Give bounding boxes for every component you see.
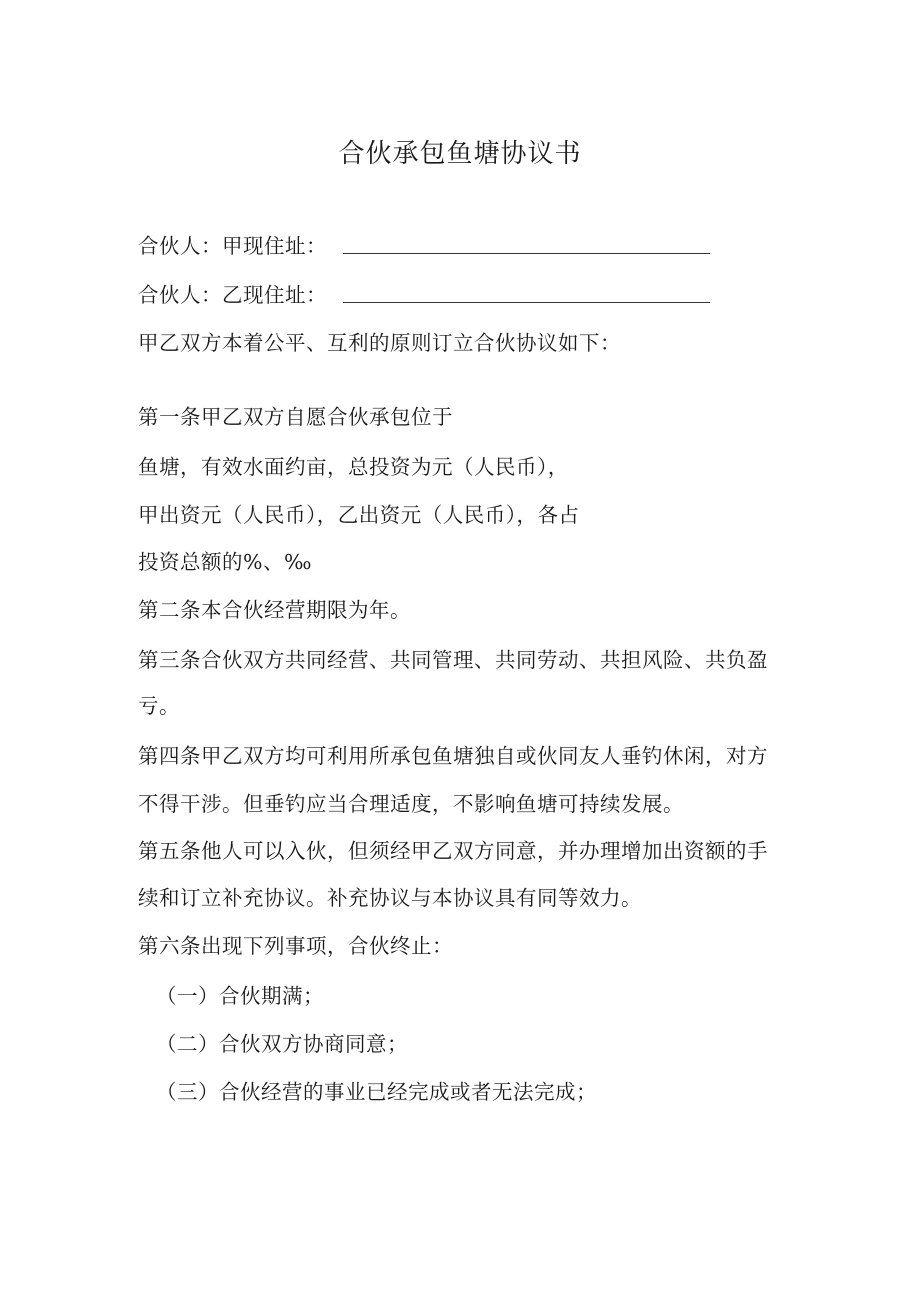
list-item: （二）合伙双方协商同意； [156, 1032, 408, 1056]
article-line: 第三条合伙双方共同经营、共同管理、共同劳动、共担风险、共负盈 [138, 648, 768, 672]
document-title: 合伙承包鱼塘协议书 [338, 139, 582, 169]
party-a-row [138, 231, 327, 261]
article-line: 不得干涉。但垂钓应当合理适度，不影响鱼塘可持续发展。 [138, 792, 684, 816]
party-a-label: 合伙人：甲现住址： [138, 234, 327, 258]
party-a-address-blank[interactable] [343, 253, 710, 254]
article-line: 鱼塘，有效水面约亩，总投资为元（人民币）， [138, 455, 569, 479]
intro-paragraph: 甲乙双方本着公平、互利的原则订立合伙协议如下： [138, 331, 621, 355]
list-item: （三）合伙经营的事业已经完成或者无法完成； [156, 1080, 597, 1104]
article-line: 第五条他人可以入伙，但须经甲乙双方同意，并办理增加出资额的手 [138, 839, 768, 863]
article-line: 甲出资元（人民币），乙出资元（人民币），各占 [138, 503, 580, 527]
article-line: 续和订立补充协议。补充协议与本协议具有同等效力。 [138, 886, 642, 910]
article-line: 第六条出现下列事项，合伙终止： [138, 934, 453, 958]
article-line: 第二条本合伙经营期限为年。 [138, 598, 411, 622]
article-line: 投资总额的%、‰ [138, 550, 312, 574]
list-item: （一）合伙期满； [156, 984, 324, 1008]
party-b-row [138, 280, 327, 310]
article-line: 亏。 [138, 694, 180, 718]
party-b-label: 合伙人：乙现住址： [138, 283, 327, 307]
party-b-address-blank[interactable] [343, 302, 710, 303]
article-line: 第四条甲乙双方均可利用所承包鱼塘独自或伙同友人垂钓休闲，对方 [138, 744, 768, 768]
article-line: 第一条甲乙双方自愿合伙承包位于 [138, 405, 453, 429]
